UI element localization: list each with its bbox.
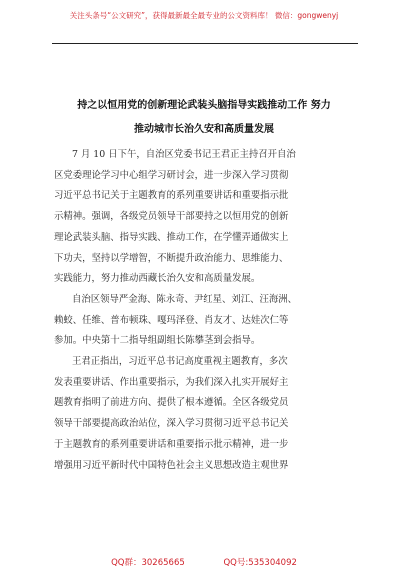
text-line: 示精神。强调，各级党员领导干部要持之以恒用党的创新 [54, 211, 289, 223]
paragraph-3 [54, 352, 356, 476]
text-line: 领导干部要提高政治站位，深入学习贯彻习近平总书记关 [54, 418, 289, 430]
footer-contact [0, 556, 408, 568]
text-line: 实践能力，努力推动西藏长治久安和高质量发展。 [54, 273, 261, 285]
qq-number-label: QQ号:535304092 [223, 558, 297, 568]
text-line: 自治区领导严金海、陈永奇、尹红星、刘江、汪海洲、 [72, 293, 298, 305]
qq-group-label: QQ群：30265665 [111, 558, 185, 568]
text-line: 习近平总书记关于主题教育的系列重要讲话和重要指示批 [54, 190, 289, 202]
text-line: 区党委理论学习中心组学习研讨会，进一步深入学习贯彻 [54, 169, 289, 181]
document-title-line-1: 持之以恒用党的创新理论武装头脑指导实践推动工作 努力 [77, 100, 331, 111]
text-line: 王君正指出，习近平总书记高度重视主题教育，多次 [72, 356, 288, 368]
text-line: 理论武装头脑、指导实践、推动工作，在学懂弄通做实上 [54, 231, 289, 243]
text-line: 下功夫，坚持以学增智，不断提升政治能力、思维能力、 [54, 252, 289, 264]
text-line: 参加。中央第十二指导组副组长陈攀茎到会指导。 [54, 335, 261, 347]
paragraph-2 [54, 290, 356, 352]
text-line: 题教育指明了前进方向、提供了根本遵循。全区各级党员 [54, 397, 289, 409]
header-divider [52, 43, 358, 44]
document-title-line-2: 推动城市长治久安和高质量发展 [134, 124, 274, 135]
header-note: 关注头条号“公文研究”，获得最新最全最专业的公文资料库！ 微信：gongwenyj [69, 11, 339, 20]
text-line: 增强用习近平新时代中国特色社会主义思想改造主观世界 [54, 459, 289, 471]
text-line: 7 月 10 日下午，自治区党委书记王君正主持召开自治 [72, 149, 296, 160]
text-line: 赖蛟、任维、普布顿珠、嘎玛泽登、肖友才、达娃次仁等 [54, 314, 289, 326]
paragraph-1 [54, 145, 356, 290]
text-line: 于主题教育的系列重要讲话和重要指示批示精神，进一步 [54, 438, 289, 450]
text-line: 发表重要讲话、作出重要指示，为我们深入扎实开展好主 [54, 376, 289, 388]
document-body [54, 145, 356, 476]
